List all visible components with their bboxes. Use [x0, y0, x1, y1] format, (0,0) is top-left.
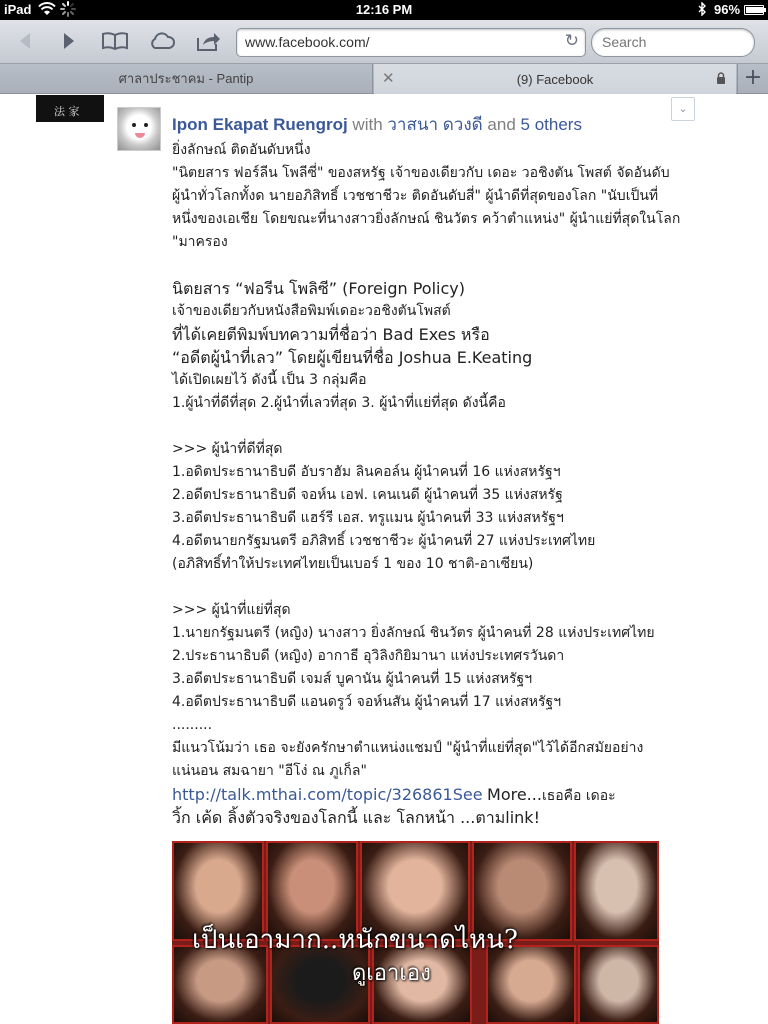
post-line: ที่ได้เคยตีพิมพ์บทความที่ชื่อว่า Bad Exes หรือ	[172, 325, 490, 344]
post-line: 2.อดีตประธานาธิบดี จอห์น เอฟ. เคนเนดี ผู้นำคนที่ 35 แห่งสหรัฐ	[172, 487, 563, 503]
post-line	[172, 576, 692, 599]
device-name: iPad	[4, 2, 32, 17]
post-line: .........	[172, 717, 213, 733]
facebook-page	[0, 95, 768, 1024]
status-bar	[0, 0, 768, 20]
post-line: หนึ่งของเอเชีย โดยขณะที่นางสาวยิ่งลักษณ์ ชินวัตร คว้าตำแหน่ง" ผู้นำแย่ที่สุดในโลก	[172, 211, 681, 227]
post-line: 1.อดิตประธานาธิบดี อับราฮัม ลินคอล์น ผู้นำคนที่ 16 แห่งสหรัฐฯ	[172, 464, 561, 480]
search-input[interactable]	[602, 34, 742, 50]
post-line: 1.นายกรัฐมนตรี (หญิง) นางสาว ยิ่งลักษณ์ ชินวัตร ผู้นำคนที่ 28 แห่งประเทศไทย	[172, 625, 655, 641]
tab-label: ศาลาประชาคม - Pantip	[118, 71, 254, 86]
reload-icon[interactable]: ↻	[564, 31, 579, 51]
url-text: www.facebook.com/	[245, 34, 370, 50]
post-line: 3.อดีตประธานาธิบดี แฮร์รี เอส. ทรูแมน ผู้นำคนที่ 33 แห่งสหรัฐฯ	[172, 510, 564, 526]
lock-icon	[716, 72, 726, 84]
post-line: เจ้าของเดียวกับหนังสือพิมพ์เดอะวอชิงตันโพสต์	[172, 303, 451, 319]
post-line: 3.อดีตประธานาธิบดี เจมส์ บูคานัน ผู้นำคนที่ 15 แห่งสหรัฐฯ	[172, 671, 533, 687]
address-bar[interactable]	[236, 28, 586, 57]
post-photo[interactable]	[172, 841, 659, 1024]
post-line: "นิตยสาร ฟอร์ลีน โพลีซี่" ของสหรัฐ เจ้าของเดียวกับ เดอะ วอชิงตัน โพสต์ จัดอันดับ	[172, 165, 670, 181]
post-line: >>> ผู้นำที่ดีที่สุด	[172, 441, 283, 457]
bookmarks-button[interactable]	[99, 28, 131, 54]
battery-percent: 96%	[714, 2, 741, 17]
close-tab-icon[interactable]: ✕	[382, 69, 395, 87]
photo-subcaption: ดูเอาเอง	[352, 961, 431, 986]
tab-bar	[0, 64, 768, 94]
post-line: >>> ผู้นำที่แย่ที่สุด	[172, 602, 291, 618]
avatar[interactable]	[117, 107, 161, 151]
chevron-down-icon[interactable]: ⌄	[671, 97, 695, 121]
author-link[interactable]: Ipon Ekapat Ruengroj	[172, 115, 348, 134]
post-line: 2.ประธานาธิบดี (หญิง) อากาธี อุวิลิงกิยิมานา แห่งประเทศรวันดา	[172, 648, 565, 664]
post-line: 4.อดีตนายกรัฐมนตรี อภิสิทธิ์ เวชชาชีวะ ผู้นำคนที่ 27 แห่งประเทศไทย	[172, 533, 596, 549]
post-line: ผู้นำทั่วโลกทั้งด นายอภิสิทธิ์ เวชชาชีวะ ติดอันดับสี่" ผู้นำดีที่สุดของโลก "นับเป็นที่	[172, 188, 659, 204]
forward-button[interactable]	[54, 28, 84, 54]
new-tab-button[interactable]: +	[737, 64, 768, 94]
post-line: 4.อดีตประธานาธิบดี แอนดรูว์ จอห์นสัน ผู้นำคนที่ 17 แห่งสหรัฐฯ	[172, 694, 562, 710]
post-line	[172, 254, 692, 277]
post-last-line: วิ้ก เค้ด ลิ้งตัวจริงของโลกนี้ และ โลกหน้า ...ตามlink!	[172, 808, 540, 827]
back-button[interactable]	[10, 28, 40, 54]
and-text: and	[487, 115, 516, 134]
tab-label: (9) Facebook	[516, 72, 594, 87]
others-link[interactable]: 5 others	[520, 115, 582, 134]
with-text: with	[352, 115, 383, 134]
post-line	[172, 415, 692, 438]
battery-icon	[744, 5, 764, 15]
photo-tile	[574, 841, 659, 941]
post-line: ได้เปิดเผยไว้ ดังนี้ เป็น 3 กลุ่มคือ	[172, 372, 367, 388]
clock: 12:16 PM	[355, 2, 413, 17]
post-line: มีแนวโน้มว่า เธอ จะยังครักษาตำแหน่งแชมป์ "ผู้นำที่แย่ที่สุด"ไว้ได้อีกสมัยอย่าง	[172, 740, 644, 756]
group-thumbnail[interactable]: 法 家	[36, 95, 104, 122]
icloud-tabs-button[interactable]	[146, 28, 178, 54]
post-line: แน่นอน สมฉายา "อีโง่ ณ ภูเก็ล"	[172, 763, 367, 779]
tab-facebook[interactable]	[374, 64, 736, 94]
photo-tile	[578, 945, 659, 1024]
tagged-person-link[interactable]: วาสนา ดวงดี	[387, 115, 483, 134]
photo-caption: เป็นเอามาก..หนักขนาดไหน?	[192, 925, 518, 955]
post-line: “อดีตผู้นำที่เลว” โดยผู้เขียนที่ชื่อ Joshua E.Keating	[172, 348, 533, 367]
post-line: นิตยสาร “ฟอรีน โพลิซี” (Foreign Policy)	[172, 279, 465, 298]
post-link[interactable]: http://talk.mthai.com/topic/326861See	[172, 785, 483, 804]
post-line: (อภิสิทธิ์ทำให้ประเทศไทยเป็นเบอร์ 1 ของ 10 ชาติ-อาเซียน)	[172, 556, 534, 572]
post-line: "มาครอง	[172, 234, 228, 250]
search-field[interactable]	[591, 28, 755, 57]
post-header	[172, 111, 582, 138]
see-more-link[interactable]: More...	[487, 785, 542, 804]
post-link-tail: เธอคือ เดอะ	[541, 788, 616, 804]
post-line: ยิ่งลักษณ์ ติดอันดับหนึ่ง	[172, 142, 311, 158]
post-body	[172, 139, 692, 829]
share-button[interactable]	[194, 28, 224, 54]
tab-pantip[interactable]	[0, 64, 373, 94]
post-line: 1.ผู้นำที่ดีที่สุด 2.ผู้นำที่เลวที่สุด 3. ผู้นำที่แย่ที่สุด ดังนี้คือ	[172, 395, 506, 411]
bluetooth-icon	[697, 2, 707, 19]
browser-toolbar	[0, 20, 768, 64]
